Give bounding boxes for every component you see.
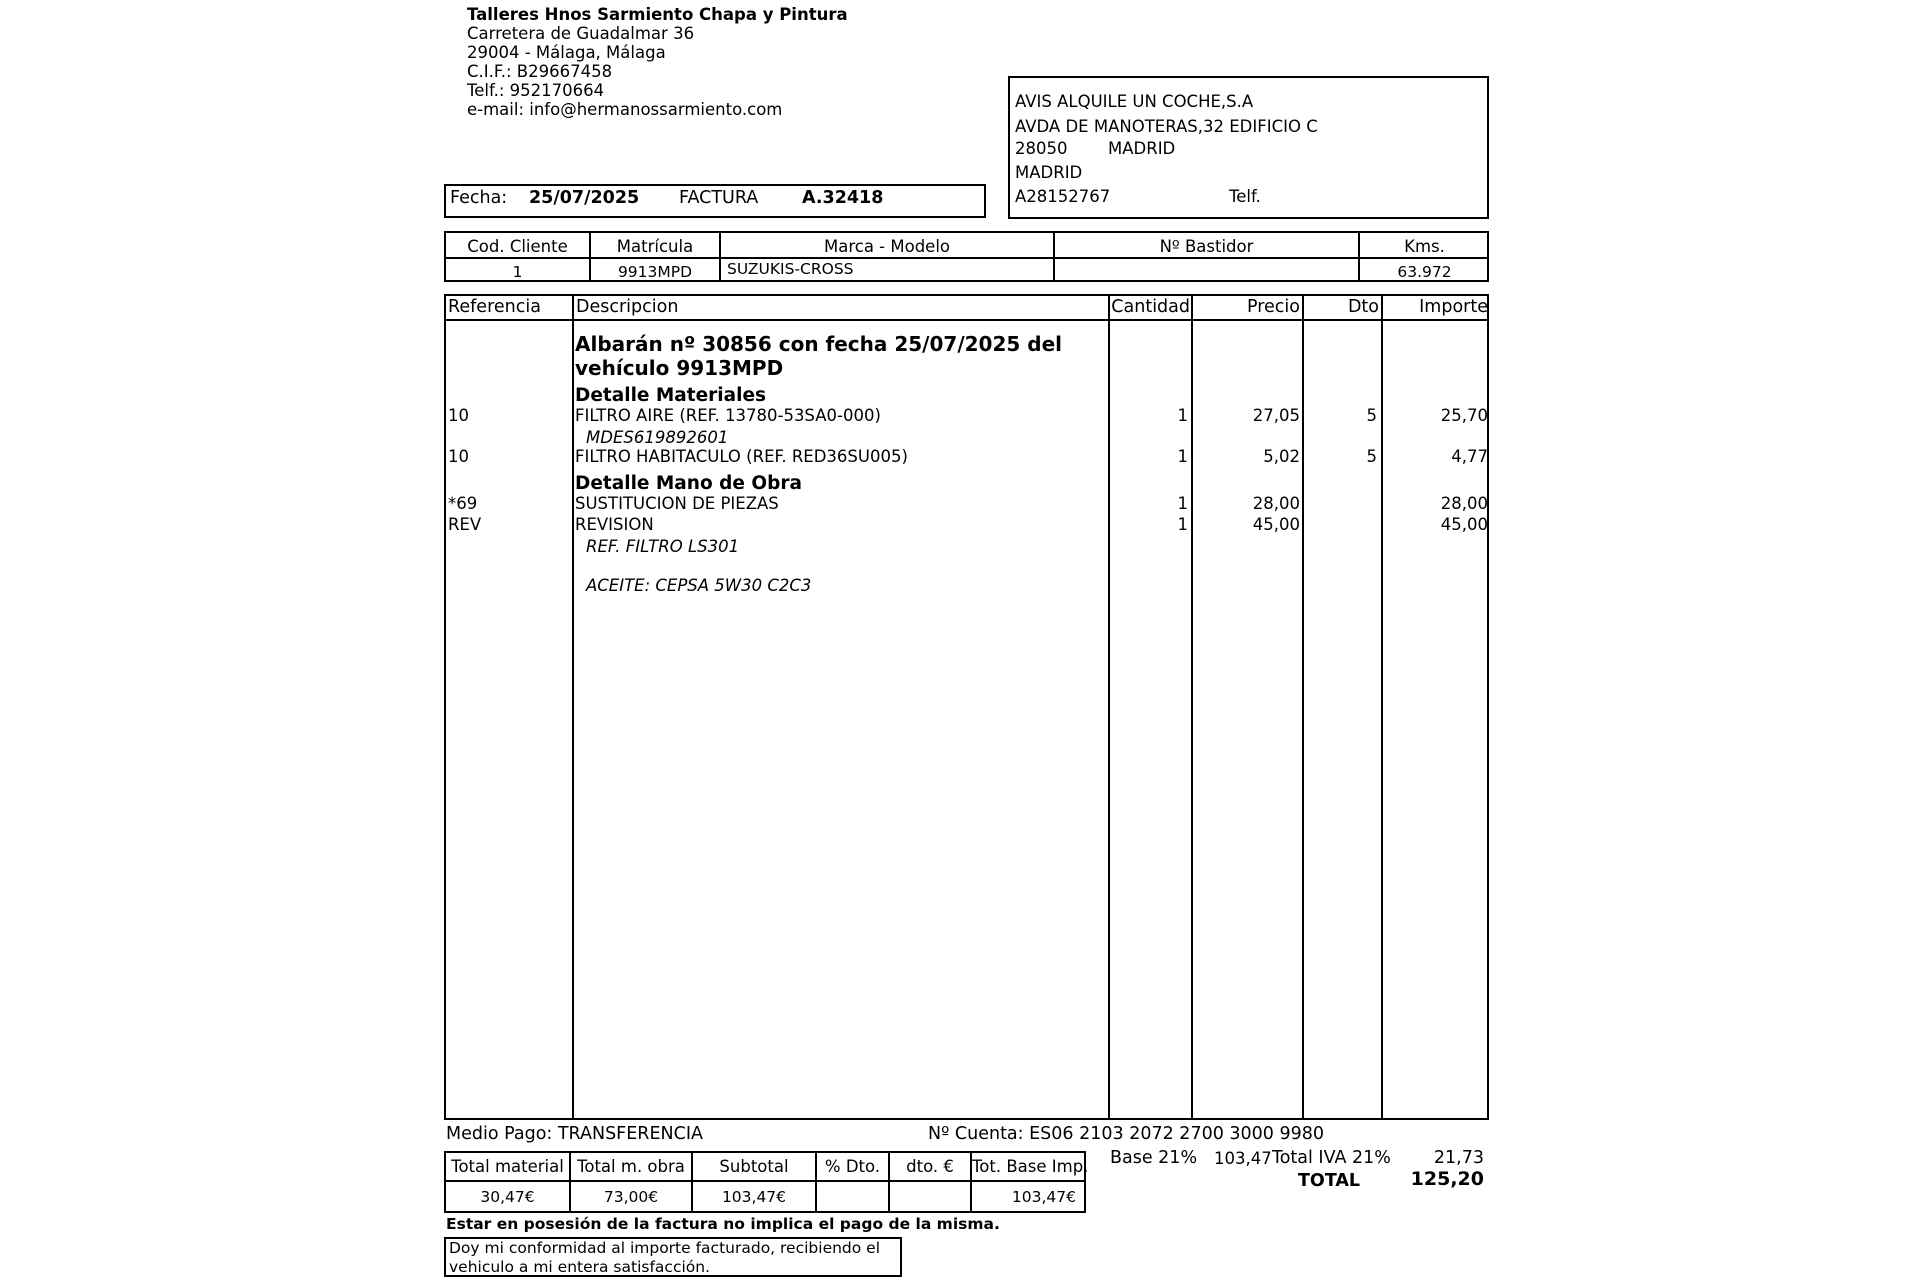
client-province: MADRID xyxy=(1015,163,1083,182)
invoice-type: FACTURA xyxy=(679,188,759,208)
total-material: 30,47€ xyxy=(480,1188,535,1206)
invoice-number: A.32418 xyxy=(802,188,884,208)
materials-heading: Detalle Materiales xyxy=(575,385,767,406)
row-ref: 10 xyxy=(448,447,469,466)
totals-header-base: Tot. Base Imp. xyxy=(972,1157,1089,1176)
iva-label: Total IVA 21% xyxy=(1272,1148,1391,1168)
row-qty: 1 xyxy=(1177,515,1188,534)
row-ref: *69 xyxy=(448,494,478,513)
company-phone: Telf.: 952170664 xyxy=(467,81,605,100)
row-desc: FILTRO AIRE (REF. 13780-53SA0-000) xyxy=(575,406,881,425)
row-desc: SUSTITUCION DE PIEZAS xyxy=(575,494,779,513)
vehicle-model: SUZUKIS-CROSS xyxy=(727,260,854,278)
vehicle-header-plate: Matrícula xyxy=(616,237,694,256)
row-note: REF. FILTRO LS301 xyxy=(586,537,740,556)
company-email: e-mail: info@hermanossarmiento.com xyxy=(467,100,783,119)
lines-header-ref: Referencia xyxy=(448,297,541,317)
row-amount: 45,00 xyxy=(1440,515,1488,534)
vehicle-plate: 9913MPD xyxy=(617,263,693,281)
row-desc: REVISION xyxy=(575,515,654,534)
conformity-text-line2: vehiculo a mi entera satisfacción. xyxy=(449,1258,711,1276)
row-desc: FILTRO HABITACULO (REF. RED36SU005) xyxy=(575,447,908,466)
albaran-title-line2: vehículo 9913MPD xyxy=(575,356,784,380)
row-price: 28,00 xyxy=(1252,494,1300,513)
total-base: 103,47€ xyxy=(1011,1188,1076,1206)
row-price: 45,00 xyxy=(1252,515,1300,534)
company-street: Carretera de Guadalmar 36 xyxy=(467,24,695,43)
row-qty: 1 xyxy=(1177,406,1188,425)
albaran-title-line1: Albarán nº 30856 con fecha 25/07/2025 del xyxy=(575,332,1062,356)
total-labor: 73,00€ xyxy=(603,1188,659,1206)
row-price: 27,05 xyxy=(1252,406,1300,425)
labor-heading: Detalle Mano de Obra xyxy=(575,473,802,494)
client-postcode: 28050 xyxy=(1015,139,1068,158)
legal-notice: Estar en posesión de la factura no implica el pago de la misma. xyxy=(446,1215,1000,1233)
lines-header-dto: Dto xyxy=(1347,297,1379,317)
totals-header-material: Total material xyxy=(451,1157,564,1176)
row-note: ACEITE: CEPSA 5W30 C2C3 xyxy=(586,576,812,595)
totals-header-discount-eur: dto. € xyxy=(906,1157,954,1176)
iva-value: 21,73 xyxy=(1433,1148,1484,1168)
row-dto: 5 xyxy=(1366,447,1377,466)
vehicle-kms: 63.972 xyxy=(1397,263,1452,281)
row-note: MDES619892601 xyxy=(586,428,729,447)
invoice-date-label: Fecha: xyxy=(450,188,508,208)
vehicle-header-client-code: Cod. Cliente xyxy=(467,237,568,256)
client-address: AVDA DE MANOTERAS,32 EDIFICIO C xyxy=(1015,117,1318,136)
totals-header-subtotal: Subtotal xyxy=(719,1157,789,1176)
row-qty: 1 xyxy=(1177,494,1188,513)
vehicle-header-kms: Kms. xyxy=(1404,237,1445,256)
row-amount: 28,00 xyxy=(1440,494,1488,513)
client-cif: A28152767 xyxy=(1015,187,1111,206)
client-name: AVIS ALQUILE UN COCHE,S.A xyxy=(1015,92,1254,111)
totals-header-discount-pct: % Dto. xyxy=(824,1157,881,1176)
vehicle-header-vin: Nº Bastidor xyxy=(1159,237,1254,256)
vehicle-client-code: 1 xyxy=(512,263,523,281)
total-value: 125,20 xyxy=(1410,1168,1484,1190)
lines-header-price: Precio xyxy=(1246,297,1300,317)
lines-header-qty: Cantidad xyxy=(1111,297,1190,317)
base-label: Base 21% xyxy=(1110,1148,1198,1168)
row-price: 5,02 xyxy=(1263,447,1300,466)
invoice-date: 25/07/2025 xyxy=(529,188,640,208)
row-ref: 10 xyxy=(448,406,469,425)
row-ref: REV xyxy=(448,515,482,534)
totals-header-labor: Total m. obra xyxy=(577,1157,685,1176)
client-city: MADRID xyxy=(1108,139,1176,158)
company-city: 29004 - Málaga, Málaga xyxy=(467,43,666,62)
payment-method: Medio Pago: TRANSFERENCIA xyxy=(446,1124,703,1144)
conformity-text-line1: Doy mi conformidad al importe facturado, recibiendo el xyxy=(449,1239,881,1257)
lines-header-amount: Importe xyxy=(1419,297,1488,317)
row-qty: 1 xyxy=(1177,447,1188,466)
base-value: 103,47 xyxy=(1214,1149,1272,1168)
subtotal: 103,47€ xyxy=(721,1188,787,1206)
row-amount: 4,77 xyxy=(1451,447,1488,466)
bank-account: Nº Cuenta: ES06 2103 2072 2700 3000 9980 xyxy=(928,1124,1325,1144)
lines-header-desc: Descripcion xyxy=(576,297,679,317)
row-dto: 5 xyxy=(1366,406,1377,425)
vehicle-header-model: Marca - Modelo xyxy=(823,237,951,256)
total-label: TOTAL xyxy=(1298,1171,1361,1191)
company-cif: C.I.F.: B29667458 xyxy=(467,62,613,81)
client-phone-label: Telf. xyxy=(1229,187,1261,206)
row-amount: 25,70 xyxy=(1440,406,1488,425)
company-name: Talleres Hnos Sarmiento Chapa y Pintura xyxy=(467,5,848,24)
